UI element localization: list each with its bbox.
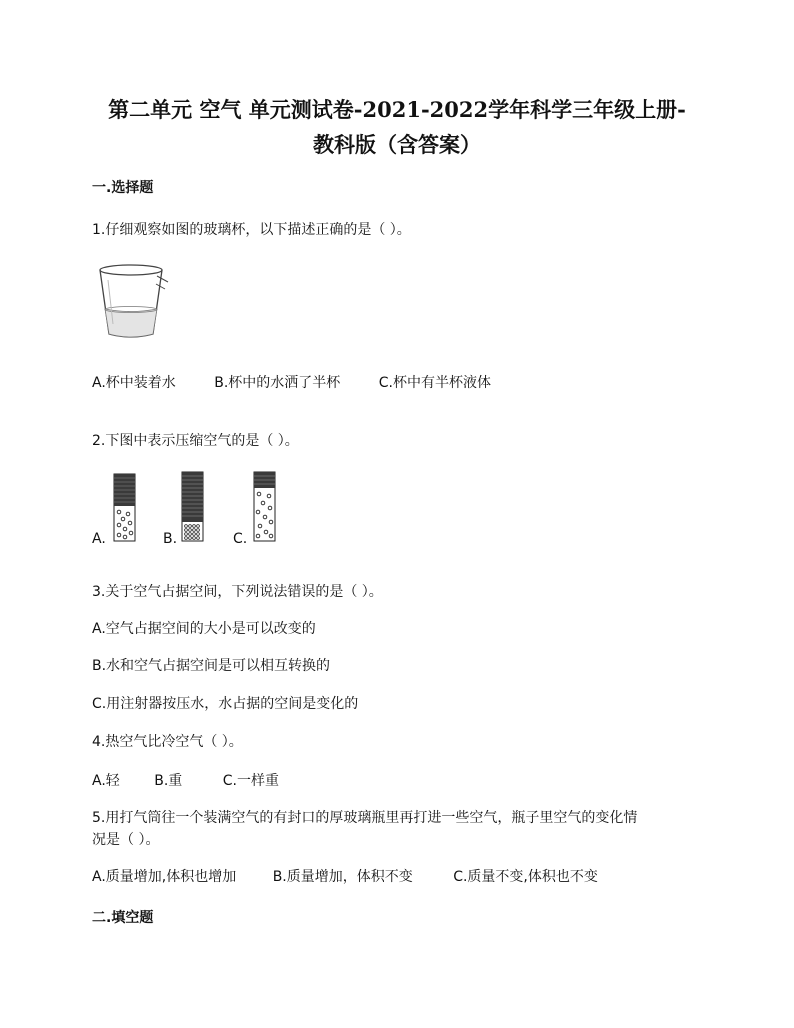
document-title xyxy=(70,92,724,162)
tube-figure-b xyxy=(181,471,205,543)
question-5-stem-line-1: 5.用打气筒往一个装满空气的有封口的厚玻璃瓶里再打进一些空气，瓶子里空气的变化情 xyxy=(92,810,638,826)
question-1-options xyxy=(92,373,491,393)
q1-option-c[interactable]: C.杯中有半杯液体 xyxy=(378,375,491,391)
q4-option-a[interactable]: A.轻 xyxy=(92,773,120,789)
question-2-stem: 2.下图中表示压缩空气的是（ ）。 xyxy=(92,433,299,449)
q4-option-c[interactable]: C.一样重 xyxy=(222,773,279,789)
q3-option-b[interactable]: B.水和空气占据空间是可以相互转换的 xyxy=(92,658,331,674)
title-line-1: 第二单元 空气 单元测试卷-2021-2022学年科学三年级上册- xyxy=(108,97,686,122)
q5-option-b[interactable]: B.质量增加，体积不变 xyxy=(272,869,413,885)
tube-label-a[interactable]: A. xyxy=(92,531,106,547)
title-line-2: 教科版（含答案） xyxy=(313,132,481,157)
question-4-options xyxy=(92,771,279,791)
q1-option-b[interactable]: B.杯中的水洒了半杯 xyxy=(214,375,341,391)
tube-label-b[interactable]: B. xyxy=(163,531,178,547)
q5-option-c[interactable]: C.质量不变,体积也不变 xyxy=(453,869,598,885)
question-3-stem: 3.关于空气占据空间，下列说法错误的是（ ）。 xyxy=(92,584,383,600)
q3-option-c[interactable]: C.用注射器按压水，水占据的空间是变化的 xyxy=(92,696,359,712)
tube-label-c[interactable]: C. xyxy=(233,531,248,547)
question-1-stem: 1.仔细观察如图的玻璃杯，以下描述正确的是（ ）。 xyxy=(92,222,411,238)
question-5-stem-line-2: 况是（ ）。 xyxy=(92,832,160,848)
tube-figure-a xyxy=(113,473,137,543)
q4-option-b[interactable]: B.重 xyxy=(154,773,183,789)
section-heading-fill-in: 二.填空题 xyxy=(92,910,154,926)
q5-option-a[interactable]: A.质量增加,体积也增加 xyxy=(92,869,237,885)
q3-option-a[interactable]: A.空气占据空间的大小是可以改变的 xyxy=(92,621,316,637)
section-heading-choice: 一.选择题 xyxy=(92,180,154,196)
tube-figure-c xyxy=(253,471,277,543)
question-4-stem: 4.热空气比冷空气（ ）。 xyxy=(92,734,243,750)
glass-cup-figure xyxy=(96,262,170,342)
q1-option-a[interactable]: A.杯中装着水 xyxy=(92,375,176,391)
question-5-options xyxy=(92,867,598,887)
